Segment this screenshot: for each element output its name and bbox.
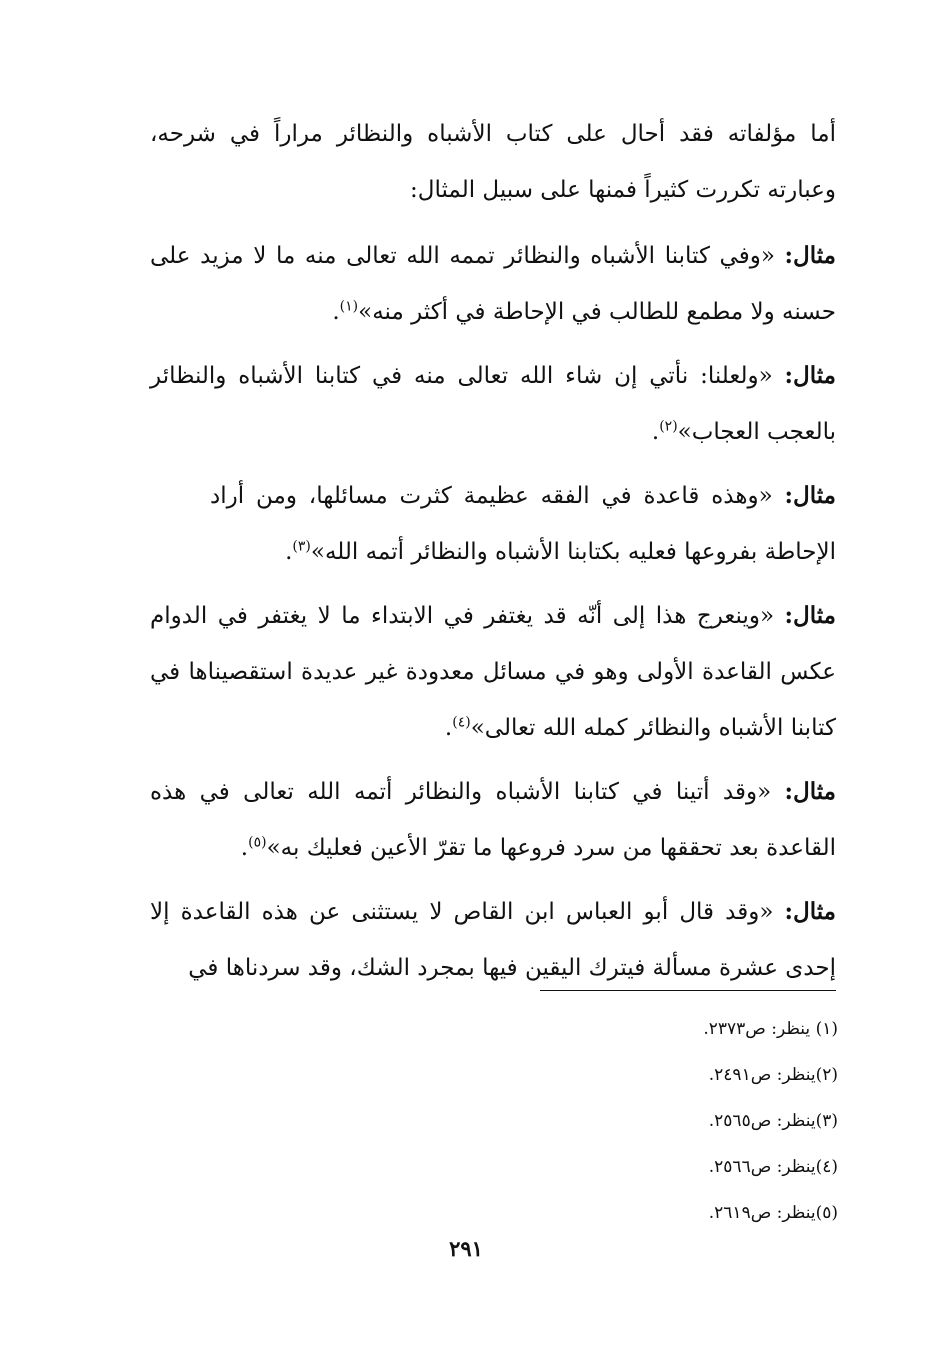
- example-paragraph-4: مثال: «وينعرج هذا إلى أنّه قد يغتفر في الابتداء ما لا يغتفر في الدوام عكس القاعدة الأولى وهو في مسائل معدودة غير عديدة استقصيناها في كتابنا الأشباه والنظائر كمله الله تعالى»$^{(٤)}$.: [150, 602, 836, 741]
- footnote-ref: (٥): [248, 834, 267, 851]
- example-paragraph-1: مثال: «وفي كتابنا الأشباه والنظائر تممه الله تعالى منه ما لا مزيد على حسنه ولا مطمع للطالب في الإحاطة في أكثر منه»$^{(١)}$.: [150, 242, 836, 325]
- example-paragraph-3: مثال: «وهذه قاعدة في الفقه عظيمة كثرت مسائلها، ومن أراد الإحاطة بفروعها فعليه بكتابنا الأشباه والنظائر أتمه الله»$^{(٣)}$.: [210, 482, 836, 565]
- footnotes: [438, 1006, 838, 1236]
- example-label: مثال:: [784, 778, 836, 805]
- paragraph-text: «ولعلنا: نأتي إن شاء الله تعالى منه في كتابنا الأشباه والنظائر بالعجب العجاب»: [150, 363, 836, 445]
- paragraph-text: أما مؤلفاته فقد أحال على كتاب الأشباه والنظائر مراراً في شرحه، وعبارته تكررت كثيراً فمنها على سبيل المثال:: [150, 121, 836, 203]
- main-text: [150, 106, 836, 1004]
- example-label: مثال:: [784, 898, 836, 925]
- footnote-ref: (٤): [452, 714, 471, 731]
- footnote-5: (٥)ينظر: ص٢٦١٩.: [708, 1203, 838, 1223]
- footnote-ref: (١): [339, 298, 359, 315]
- paragraph-text: «وهذه قاعدة في الفقه عظيمة كثرت مسائلها، ومن أراد الإحاطة بفروعها فعليه بكتابنا الأشباه والنظائر أتمه الله»: [210, 483, 836, 565]
- footnote-2: (٢)ينظر: ص٢٤٩١.: [708, 1065, 838, 1085]
- footnote-4: (٤)ينظر: ص٢٥٦٦.: [708, 1157, 838, 1177]
- example-paragraph-2: مثال: «ولعلنا: نأتي إن شاء الله تعالى منه في كتابنا الأشباه والنظائر بالعجب العجاب»$^{(٢)}$.: [150, 362, 836, 445]
- intro-paragraph: [150, 106, 836, 218]
- example-label: مثال:: [784, 242, 836, 269]
- example-paragraph-5: مثال: «وقد أتينا في كتابنا الأشباه والنظائر أتمه الله تعالى في هذه القاعدة بعد تحققها من سرد فروعها ما تقرّ الأعين فعليك به»$^{(٥)}$.: [150, 778, 836, 861]
- footnote-3: (٣)ينظر: ص٢٥٦٥.: [708, 1111, 838, 1131]
- example-label: مثال:: [784, 362, 836, 389]
- paragraph-text: «وفي كتابنا الأشباه والنظائر تممه الله تعالى منه ما لا مزيد على حسنه ولا مطمع للطالب في الإحاطة في أكثر منه»: [150, 243, 836, 325]
- example-label: مثال:: [784, 602, 836, 629]
- footnote-1: (١) ينظر: ص٢٣٧٣.: [703, 1019, 838, 1039]
- footnote-divider: [540, 990, 836, 991]
- example-label: مثال:: [784, 482, 836, 509]
- footnote-ref: (٢): [659, 418, 678, 435]
- paragraph-text: «وقد قال أبو العباس ابن القاص لا يستثنى عن هذه القاعدة إلا إحدى عشرة مسألة فيترك اليقين فيها بمجرد الشك، وقد سردناها في: [150, 899, 836, 981]
- paragraph-text: «وينعرج هذا إلى أنّه قد يغتفر في الابتداء ما لا يغتفر في الدوام عكس القاعدة الأولى وهو في مسائل معدودة غير عديدة استقصيناها في كتابنا الأشباه والنظائر كمله الله تعالى»: [150, 603, 836, 741]
- paragraph-text: «وقد أتينا في كتابنا الأشباه والنظائر أتمه الله تعالى في هذه القاعدة بعد تحققها من سرد فروعها ما تقرّ الأعين فعليك به»: [150, 779, 836, 861]
- example-paragraph-6: [150, 884, 836, 996]
- page-number: ٢٩١: [449, 1236, 483, 1261]
- footnote-ref: (٣): [292, 538, 311, 555]
